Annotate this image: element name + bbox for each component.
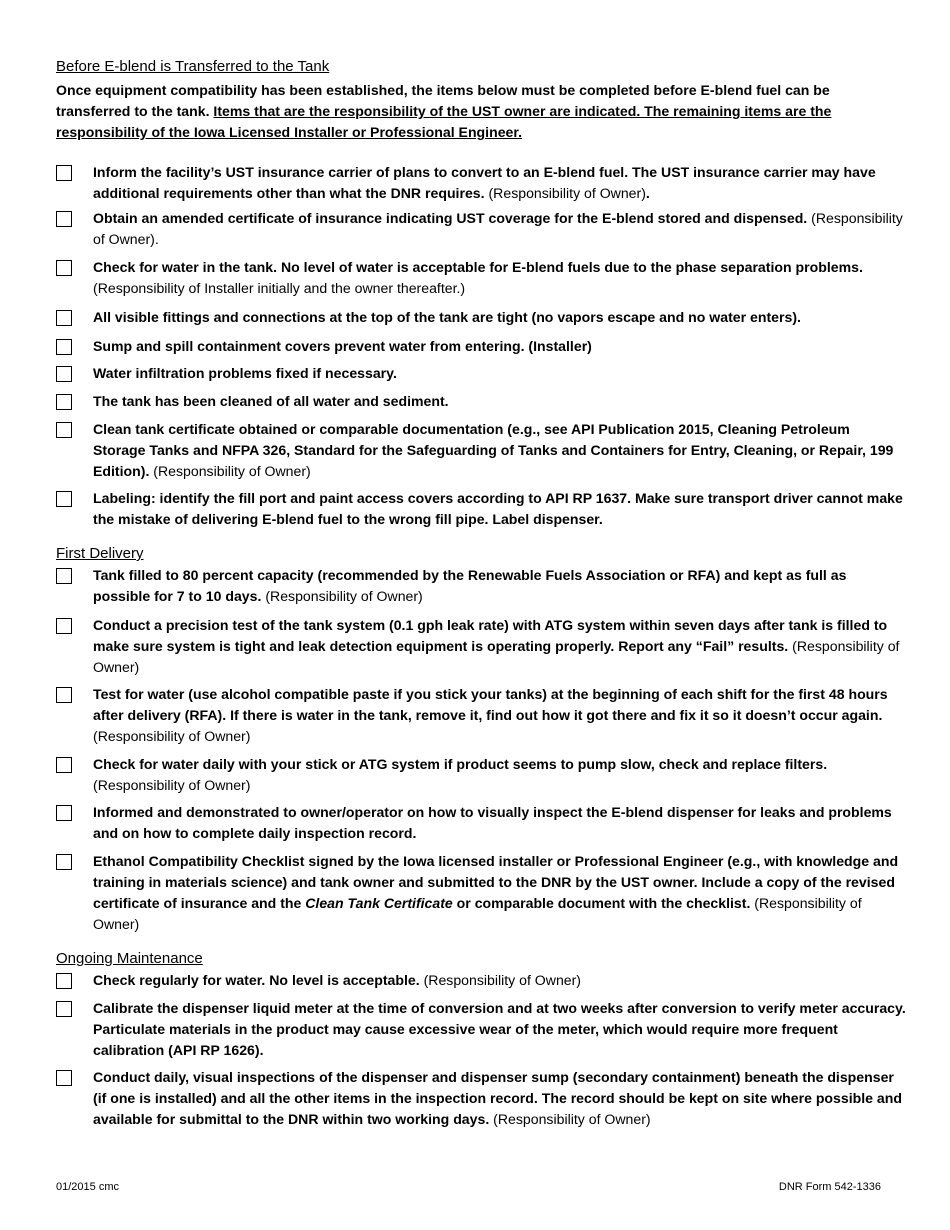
checkbox[interactable] bbox=[56, 165, 72, 181]
intro-text: Once equipment compatibility has been established, the items below must be completed before E-blend fuel can be transferred to the tank. bbox=[56, 82, 830, 119]
checklist-item bbox=[56, 391, 906, 412]
checkbox[interactable] bbox=[56, 339, 72, 355]
checklist-item bbox=[56, 488, 906, 530]
checklist-item bbox=[56, 998, 906, 1061]
item-text: All visible fittings and connections at the top of the tank are tight (no vapors escape and no water enters). bbox=[93, 309, 801, 325]
item-responsibility: (Responsibility of Owner) bbox=[261, 588, 423, 604]
item-text: Check for water daily with your stick or ATG system if product seems to pump slow, check and replace filters. bbox=[93, 756, 828, 772]
item-text-end: or comparable document with the checklist. bbox=[452, 895, 751, 911]
checkbox[interactable] bbox=[56, 618, 72, 634]
checkbox[interactable] bbox=[56, 491, 72, 507]
item-text: Check regularly for water. No level is acceptable. bbox=[93, 972, 420, 988]
item-text: Check for water in the tank. No level of water is acceptable for E-blend fuels due to the phase separation problems. bbox=[93, 259, 863, 275]
checkbox[interactable] bbox=[56, 310, 72, 326]
footer-form-number: DNR Form 542-1336 bbox=[778, 1181, 881, 1193]
checkbox[interactable] bbox=[56, 687, 72, 703]
checklist-item bbox=[56, 565, 906, 607]
item-text: Informed and demonstrated to owner/operator on how to visually inspect the E-blend dispenser for leaks and problems and on how to complete daily inspection record. bbox=[93, 804, 892, 841]
checklist-item bbox=[56, 1067, 906, 1130]
checklist-item bbox=[56, 208, 906, 250]
checklist-item bbox=[56, 257, 906, 299]
checklist-item bbox=[56, 851, 906, 935]
item-text: Sump and spill containment covers prevent water from entering. (Installer) bbox=[93, 338, 592, 354]
checkbox[interactable] bbox=[56, 1070, 72, 1086]
item-text: Test for water (use alcohol compatible paste if you stick your tanks) at the beginning of each shift for the first 48 hours after delivery (RFA). If there is water in the tank, remove it, find out how it got there and fix it so it doesn’t occur again. bbox=[93, 686, 888, 723]
item-responsibility: (Responsibility of Owner) bbox=[93, 638, 900, 675]
checklist-item bbox=[56, 802, 906, 844]
checkbox[interactable] bbox=[56, 1001, 72, 1017]
checklist-item bbox=[56, 754, 906, 796]
item-text: The tank has been cleaned of all water and sediment. bbox=[93, 393, 449, 409]
item-responsibility: (Responsibility of Owner) bbox=[149, 463, 311, 479]
checkbox[interactable] bbox=[56, 366, 72, 382]
intro-underlined-text: Items that are the responsibility of the UST owner are indicated. The remaining items are the responsibility of the Iowa Licensed Installer or Professional Engineer. bbox=[56, 103, 832, 140]
checklist-item bbox=[56, 162, 906, 204]
item-text: Conduct daily, visual inspections of the dispenser and dispenser sump (secondary containment) beneath the dispenser (if one is installed) and all the other items in the inspection record. The record should be kept on site where possible and available for submittal to the DNR within two working days. bbox=[93, 1069, 902, 1127]
section-heading-before-transfer: Before E-blend is Transferred to the Tank bbox=[56, 58, 330, 75]
checkbox[interactable] bbox=[56, 394, 72, 410]
item-responsibility: (Responsibility of Installer initially and the owner thereafter.) bbox=[93, 280, 466, 296]
item-responsibility: (Responsibility of Owner) bbox=[93, 895, 862, 932]
item-responsibility: (Responsibility of Owner). bbox=[93, 210, 903, 247]
checklist-item bbox=[56, 970, 906, 991]
checklist-item bbox=[56, 307, 906, 328]
item-text: Ethanol Compatibility Checklist signed by the Iowa licensed installer or Professional Engineer (e.g., with knowledge and training in materials science) and tank owner and submitted to the DNR by the UST owner. Include a copy of the revised certificate of insurance and the bbox=[93, 853, 899, 911]
item-text: Water infiltration problems fixed if necessary. bbox=[93, 365, 397, 381]
checklist-item bbox=[56, 684, 906, 747]
item-responsibility: (Responsibility of Owner) bbox=[93, 728, 251, 744]
item-text: Inform the facility’s UST insurance carrier of plans to convert to an E-blend fuel. The UST insurance carrier may have additional requirements other than what the DNR requires. bbox=[93, 164, 876, 201]
item-responsibility: (Responsibility of Owner) bbox=[419, 972, 582, 988]
checkbox[interactable] bbox=[56, 211, 72, 227]
footer-date: 01/2015 cmc bbox=[56, 1181, 119, 1193]
checkbox[interactable] bbox=[56, 805, 72, 821]
checkbox[interactable] bbox=[56, 422, 72, 438]
checklist-item bbox=[56, 615, 906, 678]
item-responsibility: (Responsibility of Owner) bbox=[484, 185, 646, 201]
item-text: Tank filled to 80 percent capacity (recommended by the Renewable Fuels Association or RFA) and kept as full as possible for 7 to 10 days. bbox=[93, 567, 847, 604]
checkbox[interactable] bbox=[56, 854, 72, 870]
checkbox[interactable] bbox=[56, 260, 72, 276]
checklist-item bbox=[56, 419, 906, 482]
item-text: Conduct a precision test of the tank system (0.1 gph leak rate) with ATG system within seven days after tank is filled to make sure system is tight and leak detection equipment is operating properly. Report any “Fail” results. bbox=[93, 617, 888, 654]
item-text: Calibrate the dispenser liquid meter at the time of conversion and at two weeks after conversion to verify meter accuracy. Particulate materials in the product may cause excessive wear of the meter, which would require more frequent calibration (API RP 1626). bbox=[93, 1000, 906, 1058]
checklist-item bbox=[56, 336, 906, 357]
intro-paragraph bbox=[56, 80, 900, 143]
checkbox[interactable] bbox=[56, 973, 72, 989]
checkbox[interactable] bbox=[56, 757, 72, 773]
item-punctuation: . bbox=[645, 185, 650, 201]
item-text: Labeling: identify the fill port and paint access covers according to API RP 1637. Make sure transport driver cannot make the mistake of delivering E-blend fuel to the wrong fill pipe. Label dispenser. bbox=[93, 490, 903, 527]
checkbox[interactable] bbox=[56, 568, 72, 584]
checklist-item bbox=[56, 363, 906, 384]
section-heading-first-delivery: First Delivery bbox=[56, 545, 144, 562]
section-heading-ongoing-maintenance: Ongoing Maintenance bbox=[56, 950, 203, 967]
item-responsibility: (Responsibility of Owner) bbox=[489, 1111, 651, 1127]
item-responsibility: (Responsibility of Owner) bbox=[93, 777, 251, 793]
item-text: Clean tank certificate obtained or comparable documentation (e.g., see API Publication 2015, Cleaning Petroleum Storage Tanks and NFPA 326, Standard for the Safeguarding of Tanks and Containers for Entry, Cleaning, or Repair, 199 Edition). bbox=[93, 421, 894, 479]
item-text: Obtain an amended certificate of insurance indicating UST coverage for the E-blend stored and dispensed. bbox=[93, 210, 808, 226]
item-italic-text: Clean Tank Certificate bbox=[305, 895, 453, 911]
